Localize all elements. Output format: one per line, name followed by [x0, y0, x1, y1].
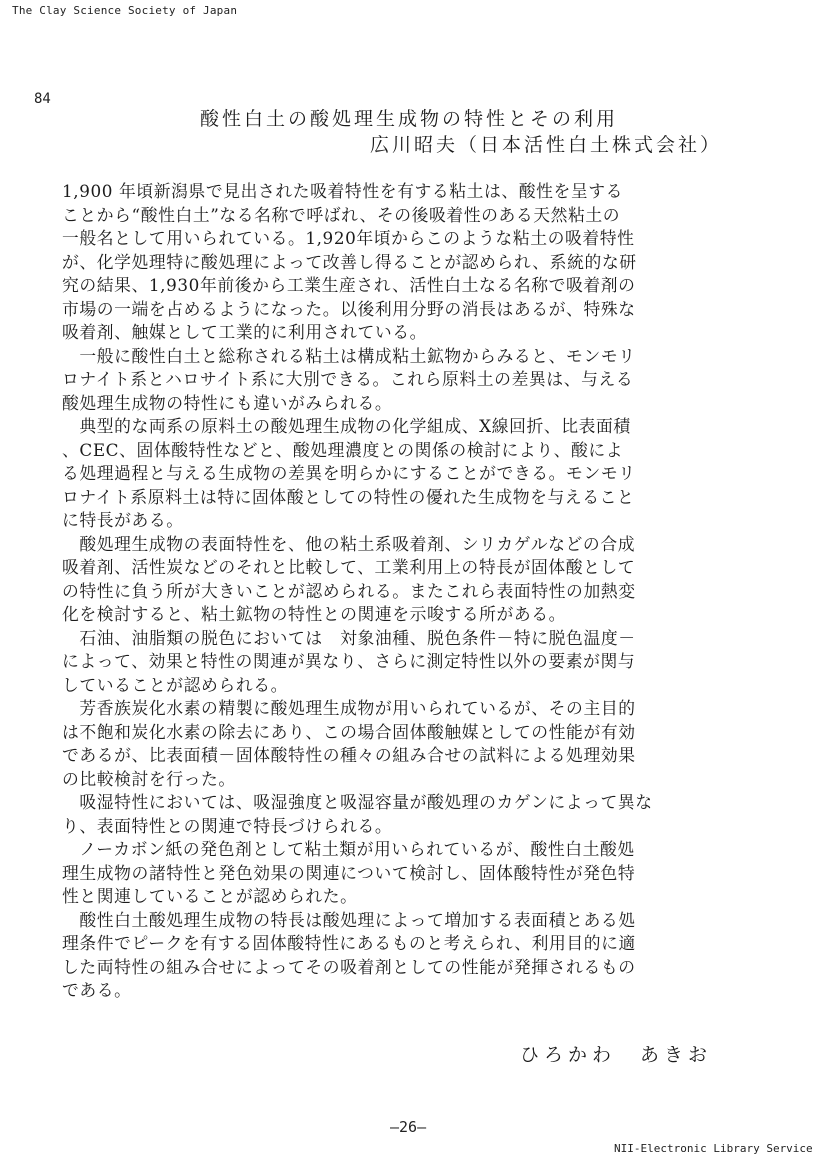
society-header: The Clay Science Society of Japan: [12, 4, 238, 17]
body-line: である。: [62, 980, 132, 1000]
body-line: 究の結果、1,930年前後から工業生産され、活性白土なる名称で吸着剤の: [62, 275, 636, 295]
body-line: 酸性白土酸処理生成物の特長は酸処理によって増加する表面積とある処: [62, 909, 636, 930]
body-line: 酸処理生成物の表面特性を、他の粘土系吸着剤、シリカゲルなどの合成: [62, 533, 636, 554]
abstract-body: [62, 180, 752, 1003]
body-line: り、表面特性との関連で特長づけられる。: [62, 815, 393, 836]
author-affiliation: 広川昭夫（日本活性白土株式会社）: [370, 134, 723, 156]
body-line: ことから“酸性白土”なる名称で呼ばれ、その後吸着性のある天然粘土の: [62, 204, 621, 225]
body-line: の比較検討を行った。: [62, 768, 236, 789]
body-line: した両特性の組み合せによってその吸着剤としての性能が発揮されるもの: [62, 956, 636, 977]
body-line: 一般に酸性白土と総称される粘土は構成粘土鉱物からみると、モンモリ: [62, 345, 636, 366]
body-line: 吸着剤、活性炭などのそれと比較して、工業利用上の特長が固体酸として: [62, 557, 636, 577]
author-signature-reading: ひろかわ あきお: [520, 1044, 713, 1066]
body-line: る処理過程と与える生成物の差異を明らかにすることができる。モンモリ: [62, 463, 636, 483]
body-line: 化を検討すると、粘土鉱物の特性との関連を示唆する所がある。: [62, 604, 567, 624]
body-line: 芳香族炭化水素の精製に酸処理生成物が用いられているが、その主目的: [62, 698, 636, 718]
body-line: 酸処理生成物の特性にも違いがみられる。: [62, 392, 393, 413]
body-line: は不飽和炭化水素の除去にあり、この場合固体酸触媒としての性能が有効: [62, 721, 636, 742]
body-line: 、CEC、固体酸特性などと、酸処理濃度との関係の検討により、酸によ: [62, 439, 624, 460]
body-line: であるが、比表面積－固体酸特性の種々の組み合せの試料による処理効果: [62, 745, 636, 765]
body-line: 吸湿特性においては、吸湿強度と吸湿容量が酸処理のカゲンによって異な: [62, 792, 653, 812]
body-line: ノーカボン紙の発色剤として粘土類が用いられているが、酸性白土酸処: [62, 839, 635, 859]
page-number: —26—: [390, 1118, 427, 1136]
nii-footer: NII-Electronic Library Service: [614, 1142, 813, 1155]
body-line: 1,900 年頃新潟県で見出された吸着特性を有する粘土は、酸性を呈する: [62, 181, 624, 201]
body-line: 理条件でピークを有する固体酸特性にあるものと考えられ、利用目的に適: [62, 933, 636, 953]
body-line: に特長がある。: [62, 510, 184, 530]
body-line: 石油、油脂類の脱色においては 対象油種、脱色条件－特に脱色温度－: [62, 627, 636, 648]
body-line: 一般名として用いられている。1,920年頃からこのような粘土の吸着特性: [62, 228, 635, 248]
body-line: によって、効果と特性の関連が異なり、さらに測定特性以外の要素が関与: [62, 651, 636, 671]
body-line: ロナイト系原料土は特に固体酸としての特性の優れた生成物を与えること: [62, 486, 635, 507]
body-line: ロナイト系とハロサイト系に大別できる。これら原料土の差異は、与える: [62, 369, 634, 389]
abstract-number: 84: [34, 91, 51, 107]
body-line: 吸着剤、触媒として工業的に利用されている。: [62, 322, 428, 342]
body-line: 典型的な両系の原料土の酸処理生成物の化学組成、X線回折、比表面積: [62, 416, 631, 436]
body-line: 理生成物の諸特性と発色効果の関連について検討し、固体酸特性が発色特: [62, 862, 636, 883]
body-line: が、化学処理特に酸処理によって改善し得ることが認められ、系統的な研: [62, 251, 637, 272]
body-line: 性と関連していることが認められた。: [62, 886, 358, 906]
body-line: 市場の一端を占めるようになった。以後利用分野の消長はあるが、特殊な: [62, 298, 636, 319]
paper-title: 酸性白土の酸処理生成物の特性とその利用: [200, 108, 619, 130]
body-line: の特性に負う所が大きいことが認められる。またこれら表面特性の加熱変: [62, 580, 636, 601]
body-line: していることが認められる。: [62, 674, 288, 695]
